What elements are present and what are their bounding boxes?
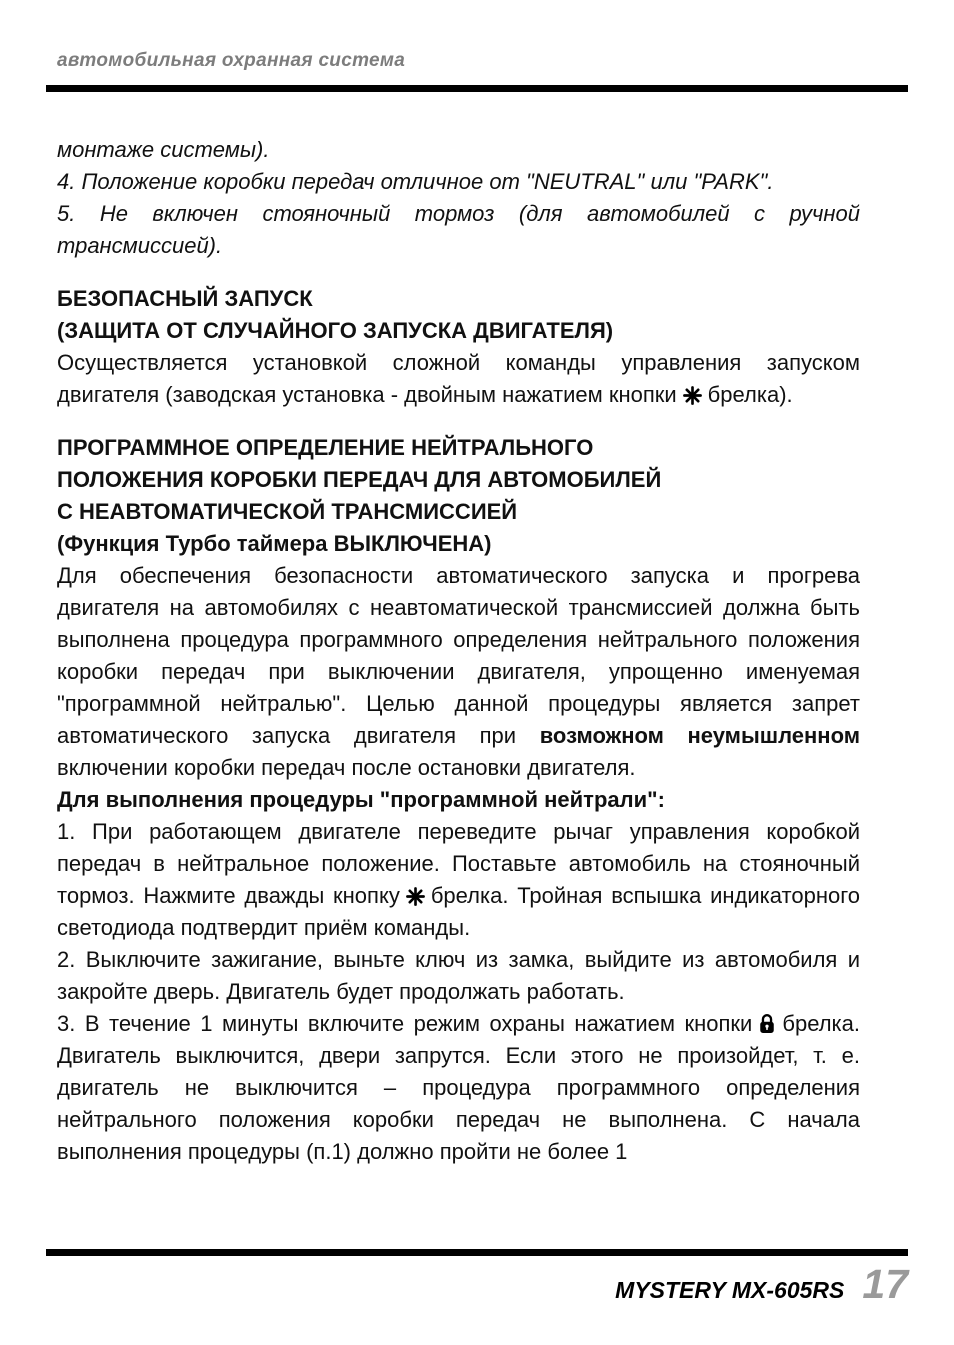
- safe-start-body: [57, 347, 860, 411]
- safe-start-text-before: Осуществляется установкой сложной команды управления запуском двигателя (заводская установка - двойным нажатием кнопки: [57, 350, 860, 407]
- page-footer: [0, 1249, 954, 1345]
- heading-safe-start: [57, 283, 860, 347]
- procedure-step-2: 2. Выключите зажигание, выньте ключ из замка, выйдите из автомобиля и закройте дверь. Двигатель будет продолжать работать.: [57, 947, 860, 1004]
- heading-line: ПОЛОЖЕНИЯ КОРОБКИ ПЕРЕДАЧ ДЛЯ АВТОМОБИЛЕЙ: [57, 467, 662, 492]
- model-name: MYSTERY MX-605RS: [615, 1277, 845, 1303]
- heading-line: (ЗАЩИТА ОТ СЛУЧАЙНОГО ЗАПУСКА ДВИГАТЕЛЯ): [57, 318, 614, 343]
- header-title: автомобильная охранная система: [57, 50, 406, 71]
- page-content: [57, 134, 860, 1168]
- footer-row: [46, 1261, 908, 1307]
- heading-neutral-detect: [57, 432, 860, 560]
- step-text-before: 3. В течение 1 минуты включите режим охраны нажатием кнопки: [57, 1011, 753, 1036]
- heading-line: (Функция Турбо таймера ВЫКЛЮЧЕНА): [57, 531, 492, 556]
- header-rule: [46, 85, 908, 92]
- intro-item-5: 5. Не включен стояночный тормоз (для автомобилей с ручной трансмиссией).: [57, 201, 860, 258]
- intro-continuation: монтаже системы).: [57, 137, 270, 162]
- neutral-detect-paragraph: [57, 560, 860, 784]
- paragraph-text: Для обеспечения безопасности автоматического запуска и прогрева двигателя на автомобилях с неавтоматической трансмиссией должна быть выполнена процедура программного определения нейтрального положения коробки передач при выключении двигателя, упрощенно именуемая "программной нейтралью". Целью данной процедуры является запрет автоматического запуска двигателя при: [57, 563, 860, 748]
- paragraph-bold-text: возможном неумышленном: [539, 723, 860, 748]
- safe-start-text-after: брелка).: [707, 382, 793, 407]
- heading-line: С НЕАВТОМАТИЧЕСКОЙ ТРАНСМИССИЕЙ: [57, 499, 518, 524]
- asterisk-button-icon: [683, 386, 702, 405]
- intro-item-4: 4. Положение коробки передач отличное от "NEUTRAL" или "PARK".: [57, 169, 774, 194]
- heading-line: ПРОГРАММНОЕ ОПРЕДЕЛЕНИЕ НЕЙТРАЛЬНОГО: [57, 435, 594, 460]
- step-text-after: брелка. Двигатель выключится, двери запрутся. Если этого не произойдет, т. е. двигатель не выключится – процедура программного определения нейтрального положения коробки передач не выполнена. С начала выполнения процедуры (п.1) должно пройти не более 1: [57, 1011, 860, 1164]
- asterisk-button-icon: [406, 887, 425, 906]
- footer-rule: [46, 1249, 908, 1256]
- page-number: 17: [862, 1261, 908, 1307]
- step-text-before: 1. При работающем двигателе переведите рычаг управления коробкой передач в нейтральное положение. Поставьте автомобиль на стояночный тормоз. Нажмите дважды кнопку: [57, 819, 860, 908]
- procedure-step-1: [57, 816, 860, 944]
- step-text-after: брелка. Тройная вспышка индикаторного светодиода подтвердит приём команды.: [57, 883, 860, 940]
- paragraph-text: включении коробки передач после остановки двигателя.: [57, 755, 636, 780]
- heading-line: БЕЗОПАСНЫЙ ЗАПУСК: [57, 286, 313, 311]
- procedure-step-3: [57, 1008, 860, 1168]
- lock-button-icon: [758, 1013, 776, 1034]
- procedure-heading: Для выполнения процедуры "программной нейтрали":: [57, 787, 665, 812]
